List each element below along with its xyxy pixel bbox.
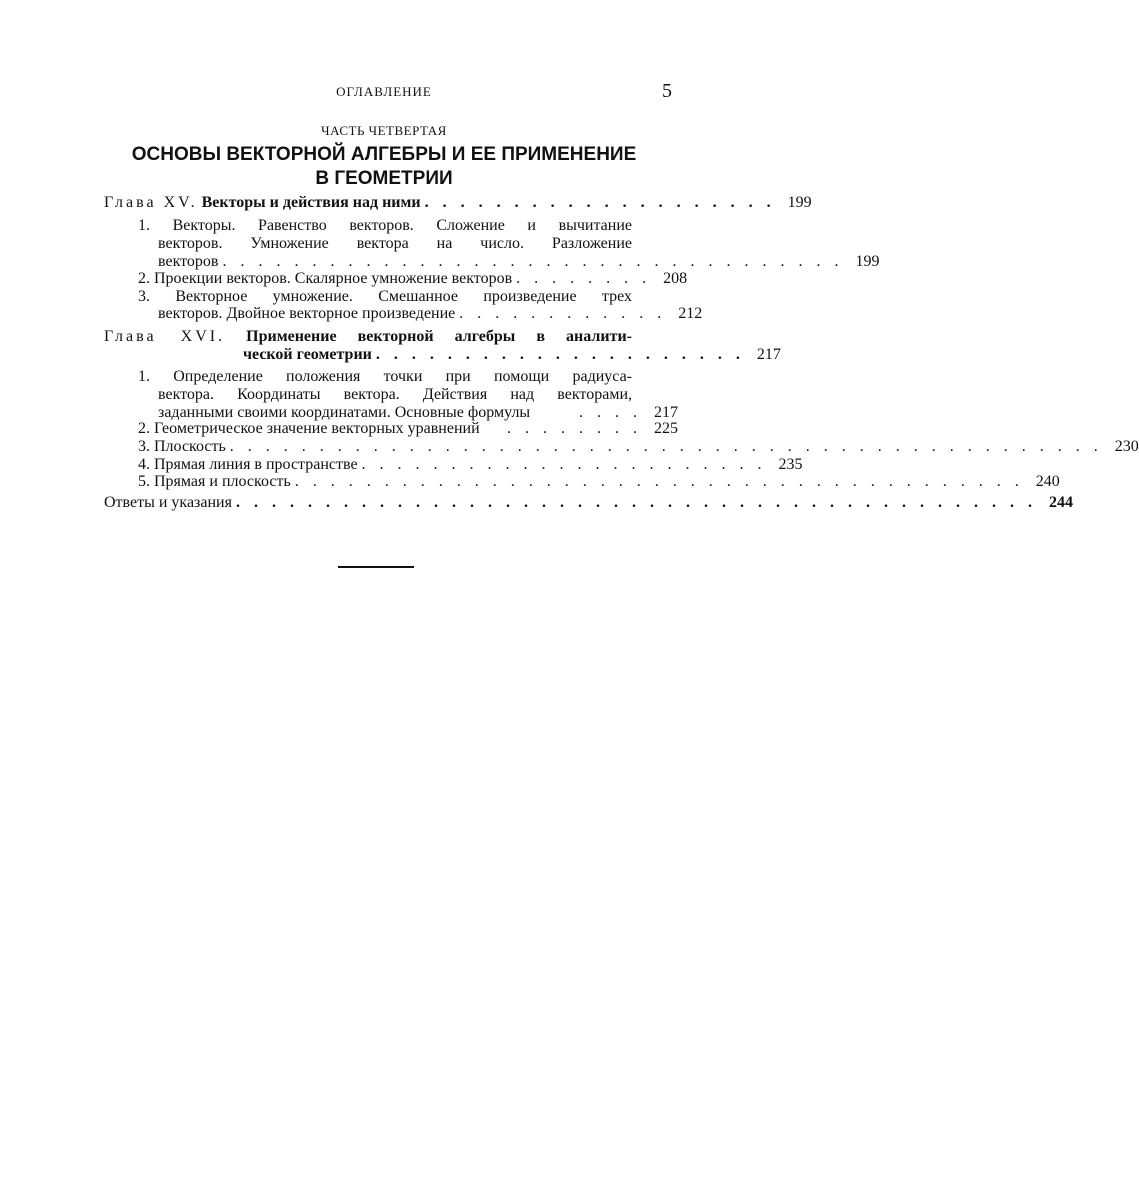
section-16-1-line-3: заданными своими координатами. Основные формулы [158, 404, 531, 421]
dot-leader: . . . . . . . . [507, 420, 642, 437]
chapter-15-label: Глава XV. [104, 194, 198, 211]
section-16-2-line-1: 2. Геометрическое значение векторных уравнений [138, 420, 480, 437]
chapter-15-page: 199 [787, 194, 812, 211]
toc-entry-section-16-4[interactable] [138, 456, 803, 474]
dot-leader: . . . . . . . . . . . . . . . . . . . . . [375, 346, 745, 363]
section-16-5-line-1: 5. Прямая и плоскость [138, 473, 291, 490]
section-16-5-page: 240 [1035, 473, 1060, 490]
dot-leader: . . . . . . . . [516, 270, 652, 287]
section-16-4-page: 235 [778, 456, 803, 473]
page-number: 5 [662, 80, 672, 102]
section-15-1-line-2[interactable]: векторов. Умножение вектора на число. Разложение [158, 235, 632, 252]
dot-leader: . . . . . . . . . . . . . . . . . . . . . . . . . . . . . . . . . . . . . . . . . [294, 473, 1024, 490]
chapter-16-page: 217 [756, 346, 781, 363]
chapter-16-line-1[interactable] [104, 328, 632, 346]
section-16-4-line-1: 4. Прямая линия в пространстве [138, 456, 358, 473]
section-16-2-page: 225 [654, 420, 678, 437]
section-15-1-page: 199 [855, 253, 880, 270]
toc-entry-section-16-5[interactable] [138, 473, 1060, 491]
part-title [100, 143, 668, 191]
end-rule [338, 566, 414, 568]
part-label: ЧАСТЬ ЧЕТВЕРТАЯ [321, 123, 447, 138]
part-title-line-1: ОСНОВЫ ВЕКТОРНОЙ АЛГЕБРЫ И ЕЕ ПРИМЕНЕНИЕ [131, 144, 637, 165]
section-15-1-line-3: векторов [158, 253, 219, 270]
dot-leader: . . . . . . . . . . . . . . . . . . . . . . . . . . . . . . . . . . . . . . . . . . . . . [235, 494, 1037, 511]
toc-entry-section-16-3[interactable] [138, 438, 1139, 456]
dot-leader: . . . . . . . . . . . . . . . . . . . . . . . [361, 456, 767, 473]
answers-label: Ответы и указания [104, 494, 232, 511]
dot-leader: . . . . . . . . . . . . . . . . . . . . [424, 194, 776, 211]
section-15-3-page: 212 [678, 305, 703, 322]
dot-leader: . . . . [579, 404, 642, 421]
dot-leader: . . . . . . . . . . . . [459, 305, 667, 322]
part-title-line-2: В ГЕОМЕТРИИ [315, 168, 453, 189]
section-16-1-line-1[interactable]: 1. Определение положения точки при помощи радиуса- [138, 368, 632, 385]
toc-entry-section-16-2[interactable] [138, 420, 678, 438]
toc-entry-chapter-15[interactable] [104, 194, 812, 212]
section-15-2-line-1: 2. Проекции векторов. Скалярное умножение векторов [138, 270, 513, 287]
toc-entry-section-15-3[interactable] [158, 305, 703, 323]
section-16-3-page: 230 [1114, 438, 1139, 455]
chapter-16-label: Глава XVI. [104, 328, 226, 345]
section-16-3-line-1: 3. Плоскость [138, 438, 226, 455]
dot-leader: . . . . . . . . . . . . . . . . . . . . . . . . . . . . . . . . . . . . . . . . . . . . . . . . . [229, 438, 1103, 455]
section-16-1-line-2[interactable]: вектора. Координаты вектора. Действия над векторами, [158, 386, 632, 403]
section-15-3-line-2: векторов. Двойное векторное произведение [158, 305, 456, 322]
section-15-3-line-1[interactable]: 3. Векторное умножение. Смешанное произведение трех [138, 288, 632, 305]
section-15-2-page: 208 [663, 270, 688, 287]
toc-entry-section-15-2[interactable] [138, 270, 688, 288]
section-15-1-line-1[interactable]: 1. Векторы. Равенство векторов. Сложение и вычитание [138, 217, 632, 234]
chapter-16-title-line-1: Применение векторной алгебры в аналити- [246, 328, 633, 345]
running-head: ОГЛАВЛЕНИЕ [336, 84, 432, 99]
toc-entry-chapter-16[interactable] [243, 346, 781, 364]
toc-entry-answers[interactable] [104, 494, 1073, 512]
answers-page: 244 [1048, 494, 1073, 511]
dot-leader: . . . . . . . . . . . . . . . . . . . . . . . . . . . . . . . . . . . [222, 253, 844, 270]
section-16-1-page: 217 [654, 404, 678, 421]
toc-entry-section-15-1[interactable] [158, 253, 880, 271]
chapter-15-title: Векторы и действия над ними [201, 194, 421, 211]
chapter-16-title-line-2: ческой геометрии [243, 346, 372, 363]
